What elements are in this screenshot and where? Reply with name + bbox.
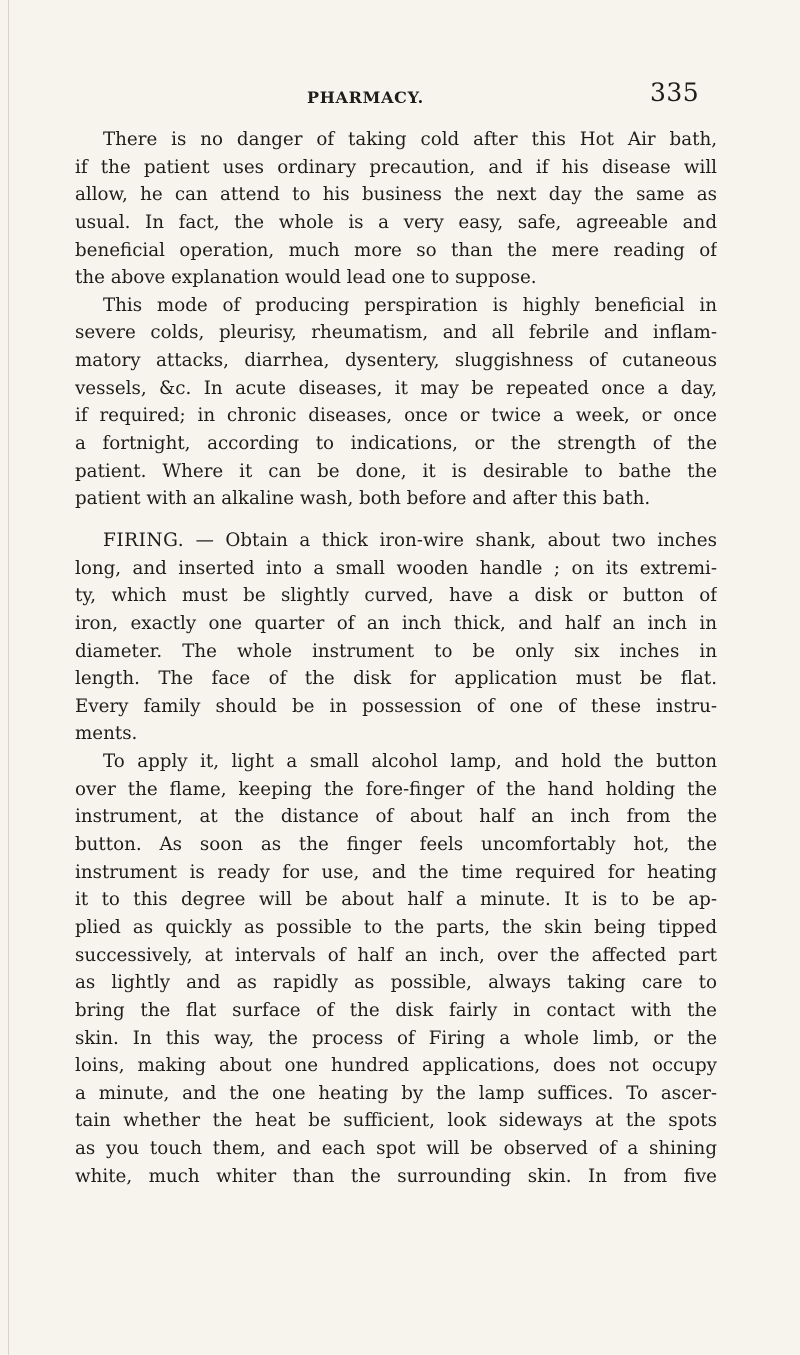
text-line: usual. In fact, the whole is a very easy, safe, agreeable and xyxy=(75,211,717,233)
text-line: beneficial operation, much more so than the mere reading of xyxy=(75,239,717,261)
paragraph-hot-air-bath xyxy=(75,126,717,292)
paragraph-application xyxy=(75,748,717,1190)
page-number: 335 xyxy=(650,78,700,107)
text-line: instrument, at the distance of about half an inch from the xyxy=(75,806,717,828)
text-line: There is no danger of taking cold after this Hot Air bath, xyxy=(103,129,717,150)
section-heading: FIRING. xyxy=(103,529,185,551)
text-line: patient. Where it can be done, it is desirable to bathe the xyxy=(75,460,717,482)
text-line: plied as quickly as possible to the parts, the skin being tipped xyxy=(75,916,717,938)
text-line: matory attacks, diarrhea, dysentery, sluggishness of cutaneous xyxy=(75,350,717,372)
text-line: as you touch them, and each spot will be observed of a shining xyxy=(75,1138,717,1160)
section-gap xyxy=(75,513,717,527)
text-line: ments. xyxy=(75,723,138,745)
text-line: over the flame, keeping the fore-finger of the hand holding the xyxy=(75,778,717,800)
text-line: length. The face of the disk for application must be flat. xyxy=(75,668,717,690)
text-line: loins, making about one hundred applications, does not occupy xyxy=(75,1055,717,1077)
text-line: white, much whiter than the surrounding skin. In from five xyxy=(75,1165,717,1187)
text-line: Every family should be in possession of one of these instru- xyxy=(75,695,717,717)
section-firing xyxy=(75,527,717,748)
text-line: ty, which must be slightly curved, have a disk or button of xyxy=(75,585,717,607)
text-line: button. As soon as the finger feels uncomfortably hot, the xyxy=(75,834,717,856)
line-text: Obtain a thick iron-wire shank, about two inches xyxy=(225,529,717,551)
text-line: severe colds, pleurisy, rheumatism, and all febrile and inflam- xyxy=(75,322,717,344)
text-line: a fortnight, according to indications, or the strength of the xyxy=(75,433,717,455)
text-line: if required; in chronic diseases, once or twice a week, or once xyxy=(75,405,717,427)
text-line: successively, at intervals of half an inch, over the affected part xyxy=(75,944,717,966)
page-header xyxy=(0,78,800,118)
text-line: if the patient uses ordinary precaution, and if his disease will xyxy=(75,156,717,178)
text-line: patient with an alkaline wash, both before and after this bath. xyxy=(75,488,651,510)
text-line: bring the flat surface of the disk fairly in contact with the xyxy=(75,999,717,1021)
text-line: a minute, and the one heating by the lamp suffices. To ascer- xyxy=(75,1082,717,1104)
text-line: it to this degree will be about half a minute. It is to be ap- xyxy=(75,889,717,911)
text-line: diameter. The whole instrument to be only six inches in xyxy=(75,640,717,662)
text-line: the above explanation would lead one to suppose. xyxy=(75,267,537,289)
text-line: vessels, &c. In acute diseases, it may be repeated once a day, xyxy=(75,377,717,399)
paragraph-perspiration xyxy=(75,292,717,513)
text-line xyxy=(75,527,717,555)
text-line: iron, exactly one quarter of an inch thick, and half an inch in xyxy=(75,612,717,634)
text-line: skin. In this way, the process of Firing a whole limb, or the xyxy=(75,1027,717,1049)
text-line: allow, he can attend to his business the next day the same as xyxy=(75,184,717,206)
page-body xyxy=(75,126,717,1190)
running-head: PHARMACY. xyxy=(307,88,424,107)
text-line: To apply it, light a small alcohol lamp, and hold the button xyxy=(103,751,717,773)
text-line: This mode of producing perspiration is highly beneficial in xyxy=(103,294,717,316)
page-edge xyxy=(8,0,9,1355)
text-line: long, and inserted into a small wooden handle ; on its extremi- xyxy=(75,557,717,579)
text-line: tain whether the heat be sufficient, look sideways at the spots xyxy=(75,1110,717,1132)
heading-mark: — xyxy=(195,529,214,551)
text-line: instrument is ready for use, and the time required for heating xyxy=(75,861,717,883)
text-line: as lightly and as rapidly as possible, always taking care to xyxy=(75,972,717,994)
